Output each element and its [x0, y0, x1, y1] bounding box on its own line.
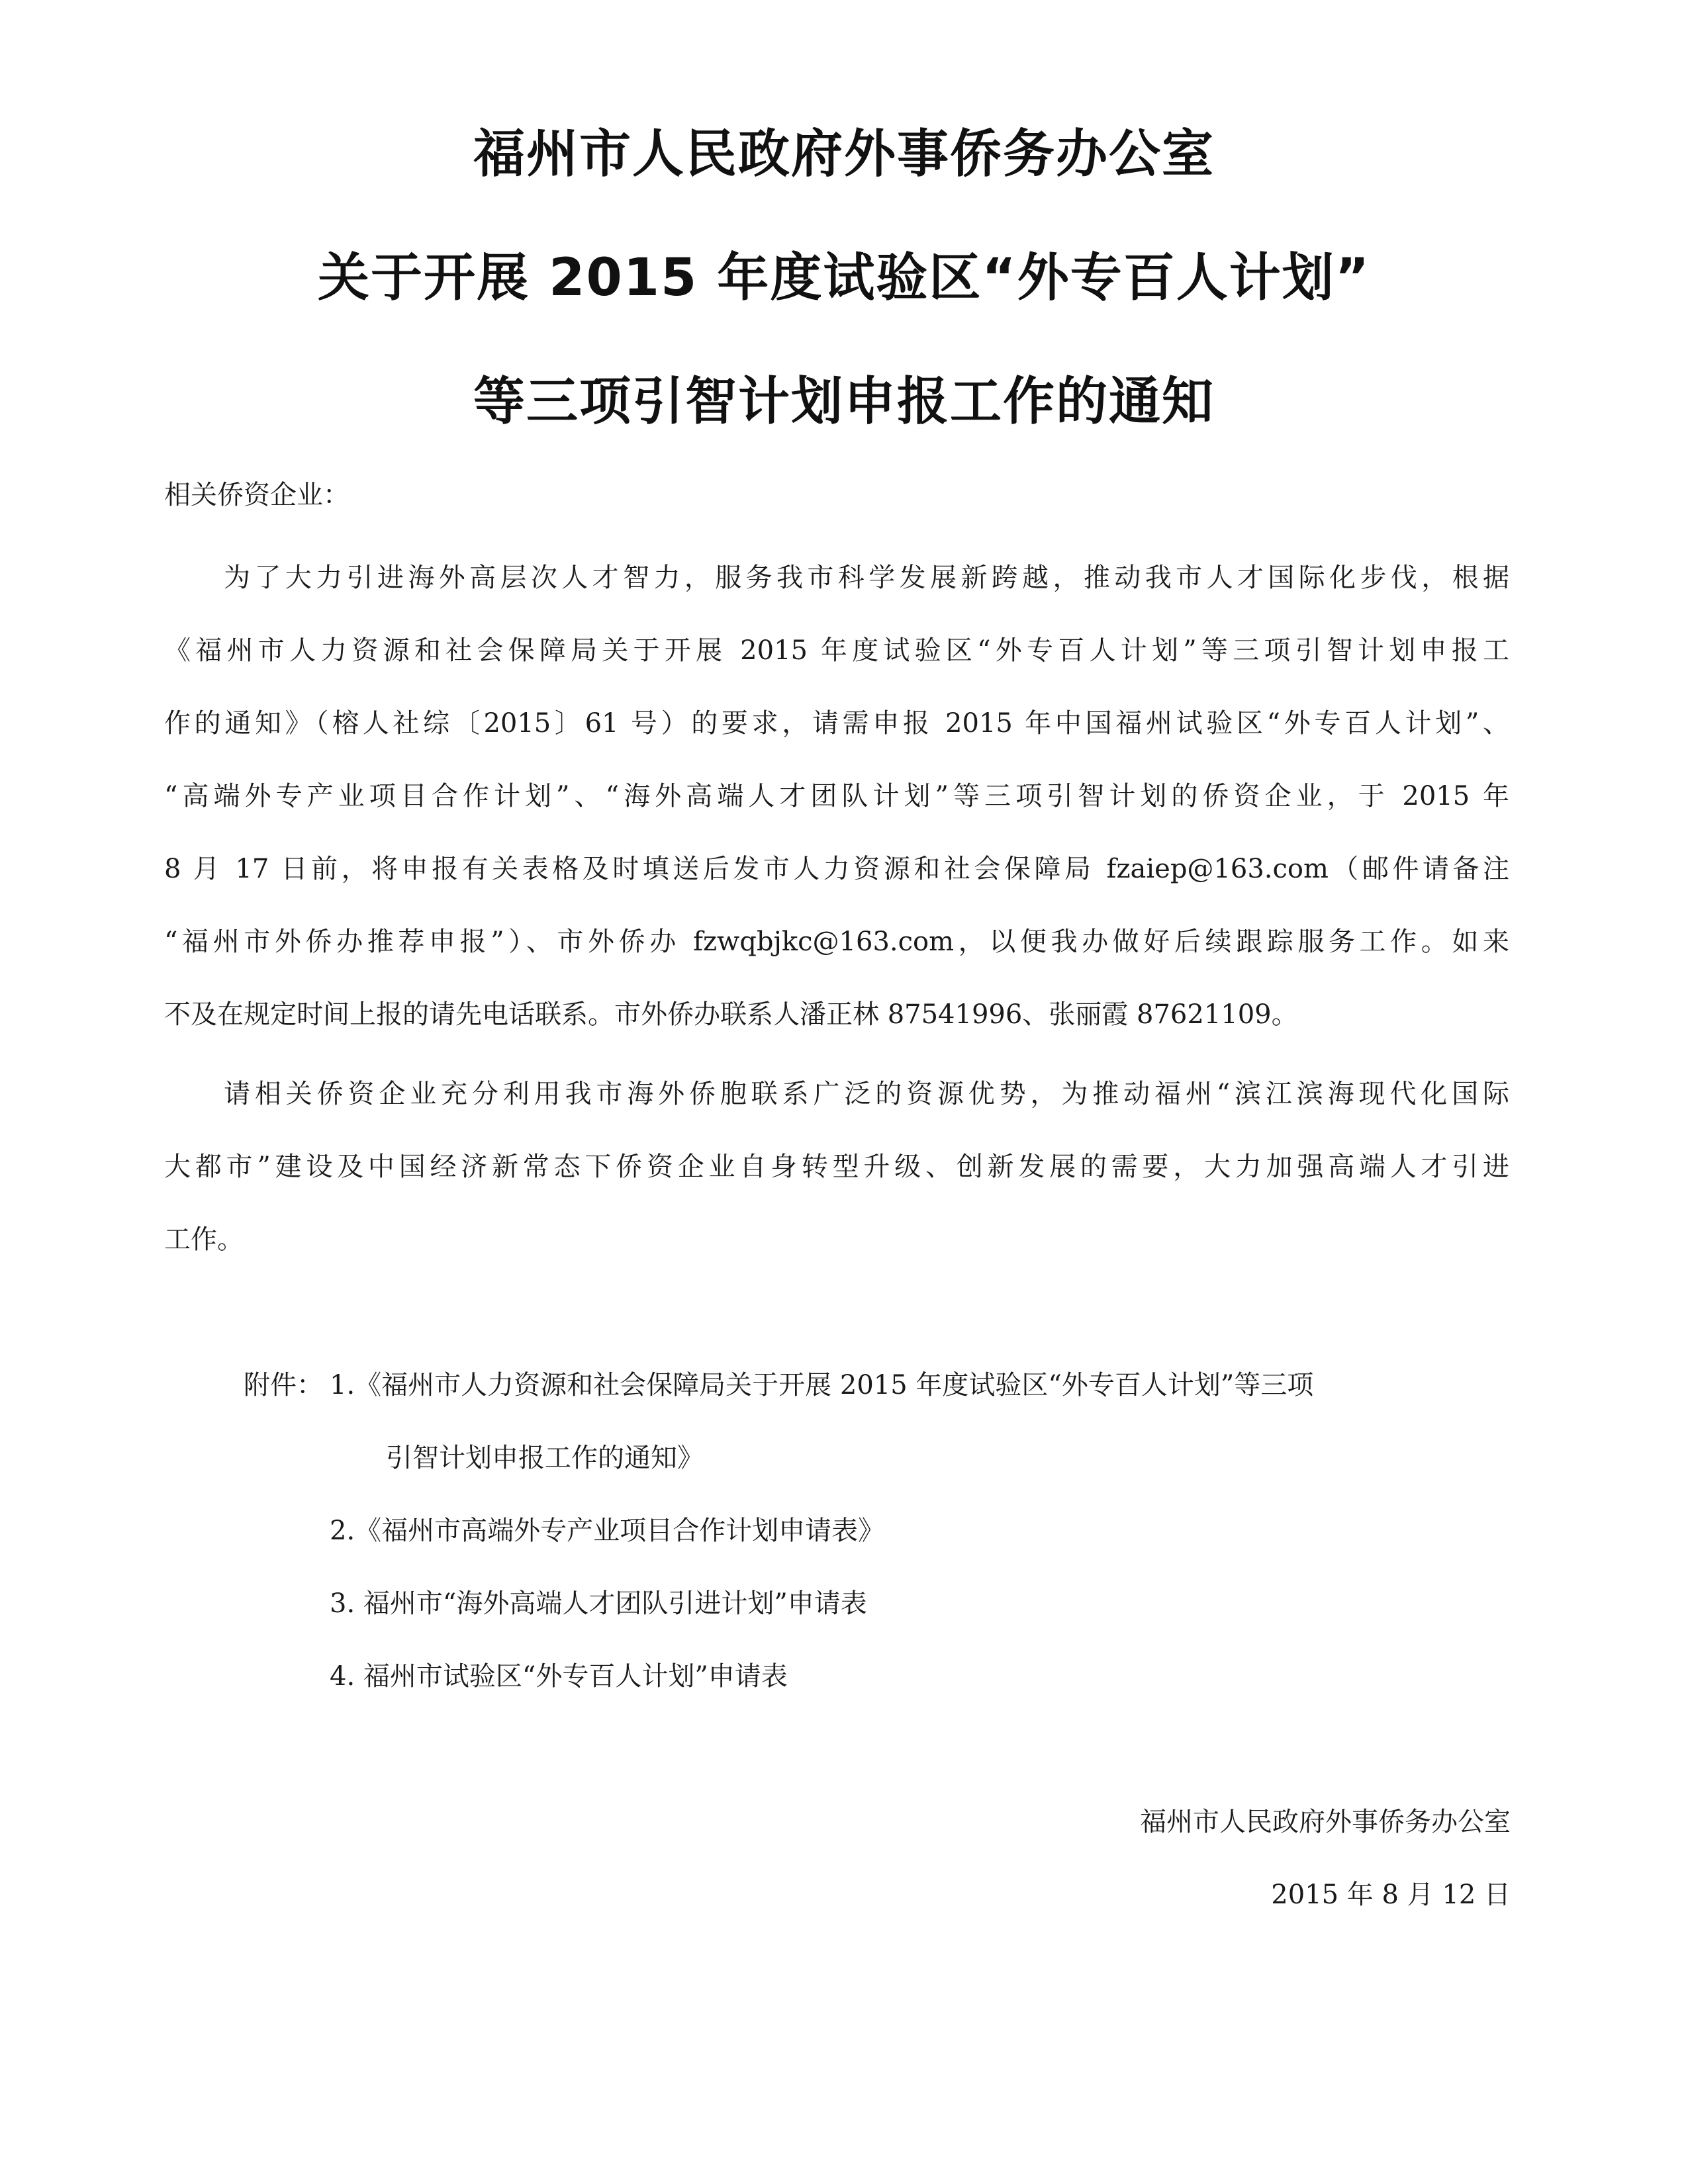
title-line-1: 福州市人民政府外事侨务办公室 — [473, 124, 1215, 184]
paragraph-1-line: “高端外专产业项目合作计划”、“海外高端人才团队计划”等三项引智计划的侨资企业，于 2015 年 — [164, 781, 1509, 811]
attachment-item-2: 2.《福州市高端外专产业项目合作计划申请表》 — [330, 1516, 885, 1546]
paragraph-2-line: 请相关侨资企业充分利用我市海外侨胞联系广泛的资源优势，为推动福州“滨江滨海现代化国际 — [224, 1079, 1509, 1109]
attachment-item-1-cont: 引智计划申报工作的通知》 — [386, 1443, 704, 1473]
signature-date: 2015 年 8 月 12 日 — [1271, 1880, 1511, 1910]
attachments-label: 附件： — [244, 1370, 323, 1400]
paragraph-1-line: 《福州市人力资源和社会保障局关于开展 2015 年度试验区“外专百人计划”等三项引智计划申报工 — [164, 635, 1509, 666]
signature-org: 福州市人民政府外事侨务办公室 — [1140, 1807, 1511, 1837]
salutation: 相关侨资企业： — [164, 480, 350, 510]
title-line-2: 关于开展 2015 年度试验区“外专百人计划” — [318, 248, 1370, 308]
paragraph-1-line: 为了大力引进海外高层次人才智力，服务我市科学发展新跨越，推动我市人才国际化步伐，根据 — [224, 563, 1509, 593]
paragraph-2-line: 工作。 — [164, 1224, 244, 1255]
paragraph-1-line: 作的通知》（榕人社综〔2015〕61 号）的要求，请需申报 2015 年中国福州试验区“外专百人计划”、 — [164, 708, 1509, 739]
title-line-3: 等三项引智计划申报工作的通知 — [473, 372, 1215, 432]
paragraph-1-line: 8 月 17 日前，将申报有关表格及时填送后发市人力资源和社会保障局 fzaiep@163.com（邮件请备注 — [164, 854, 1509, 884]
paragraph-2-line: 大都市”建设及中国经济新常态下侨资企业自身转型升级、创新发展的需要，大力加强高端人才引进 — [164, 1152, 1509, 1182]
attachment-item-1: 1.《福州市人力资源和社会保障局关于开展 2015 年度试验区“外专百人计划”等三项 — [330, 1370, 1314, 1400]
paragraph-1-line: 不及在规定时间上报的请先电话联系。市外侨办联系人潘正林 87541996、张丽霞 87621109。 — [164, 999, 1298, 1030]
attachment-item-3: 3. 福州市“海外高端人才团队引进计划”申请表 — [330, 1588, 867, 1619]
attachment-item-4: 4. 福州市试验区“外专百人计划”申请表 — [330, 1661, 788, 1692]
paragraph-1-line: “福州市外侨办推荐申报”）、市外侨办 fzwqbjkc@163.com，以便我办做好后续跟踪服务工作。如来 — [164, 927, 1509, 957]
